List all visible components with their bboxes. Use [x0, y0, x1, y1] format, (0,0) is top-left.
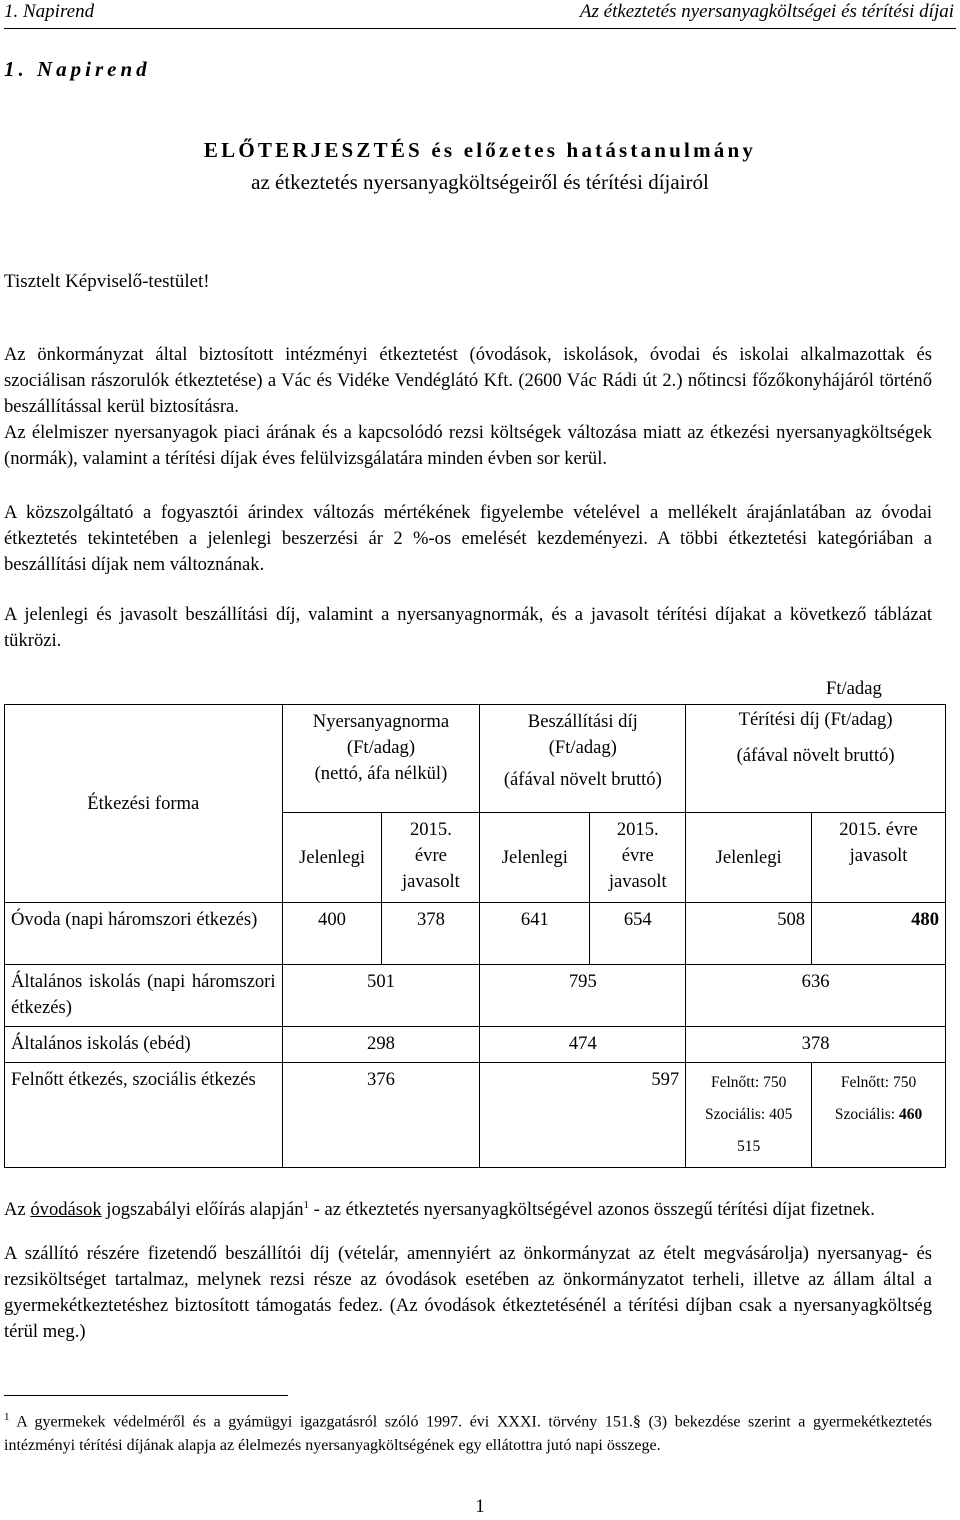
- cell-delivery-merged: 597: [480, 1063, 686, 1168]
- salutation: Tisztelt Képviselő-testület!: [4, 271, 210, 292]
- cell-fee-merged: 378: [686, 1027, 946, 1063]
- sub-header-fee-current: Jelenlegi: [686, 813, 812, 903]
- sub-header-delivery-proposed: 2015. évre javasolt: [590, 813, 686, 903]
- sub-header-delivery-current: Jelenlegi: [480, 813, 590, 903]
- row-form: Felnőtt étkezés, szociális étkezés: [5, 1063, 283, 1168]
- cell-fee-proposed: 480: [812, 903, 946, 965]
- cell-fee-current-adult-social: Felnőtt: 750 Szociális: 405 515: [686, 1063, 812, 1168]
- footnote: [4, 1405, 932, 1458]
- table-row: [5, 1027, 946, 1063]
- table-row: [5, 903, 946, 965]
- price-table: [4, 704, 946, 1168]
- paragraph-provider: A közszolgáltató a fogyasztói árindex változás mértékének figyelembe vételével a mellékelt árajánlatában az óvodai étkeztetés tekintetében a jelenlegi beszerzési ár 2 %-os emelését kezdeményezi. A többi étkeztetési kategóriában a beszállítási díjak nem változnának.: [4, 502, 932, 575]
- page-number: 1: [475, 1496, 485, 1517]
- paragraph-supplier-fee: A szállító részére fizetendő beszállítói díj (vételár, amennyiért az önkormányzat az ételt megvásárolja) nyersanyag- és rezsiköltséget tartalmaz, melynek rezsi része az óvodások esetében az önkormányzatot terheli, illetve az állam által a gyermekétkeztetéshez biztosított támogatás fedez. (Az óvodások étkeztetésénél a térítési díjban csak a nyersanyagköltség térül meg.): [4, 1243, 932, 1342]
- cell-norm-merged: 376: [282, 1063, 480, 1168]
- header-right: Az étkeztetés nyersanyagköltségei és térítési díjai: [579, 1, 954, 22]
- sub-header-fee-proposed: 2015. évre javasolt: [812, 813, 946, 903]
- cell-delivery-proposed: 654: [590, 903, 686, 965]
- col-header-norm: Nyersanyagnorma (Ft/adag) (nettó, áfa nélkül): [282, 705, 480, 813]
- cell-delivery-merged: 474: [480, 1027, 686, 1063]
- header-left: 1. Napirend: [4, 1, 95, 22]
- cell-norm-current: 400: [282, 903, 382, 965]
- cell-delivery-merged: 795: [480, 965, 686, 1027]
- document-subtitle: az étkeztetés nyersanyagköltségeiről és térítési díjairól: [251, 170, 709, 194]
- col-header-fee: Térítési díj (Ft/adag) (áfával növelt bruttó): [686, 705, 946, 813]
- paragraph-table-intro: A jelenlegi és javasolt beszállítási díj, valamint a nyersanyagnormák, és a javasolt térítési díjakat a következő táblázat tükrözi.: [4, 604, 932, 651]
- cell-delivery-current: 641: [480, 903, 590, 965]
- agenda-heading: 1. Napirend: [4, 57, 151, 81]
- row-form: Általános iskolás (ebéd): [5, 1027, 283, 1063]
- cell-fee-current: 508: [686, 903, 812, 965]
- table-row: [5, 1063, 946, 1168]
- paragraph-intro-review: Az élelmiszer nyersanyagok piaci árának és a kapcsolódó rezsi költségek változása miatt az étkezési nyersanyagköltségek (normák), valamint a térítési díjak éves felülvizsgálatára minden évben sor kerül.: [4, 422, 932, 469]
- sub-header-norm-proposed: 2015. évre javasolt: [382, 813, 480, 903]
- paragraph-intro-text: Az önkormányzat által biztosított intézményi étkeztetést (óvodások, iskolások, óvodai és iskolai alkalmazottak és szociálisan rászorulók étkeztetése) a Vác és Vidéke Vendéglátó Kft. (2600 Vác Rádi út 2.): [4, 344, 932, 391]
- footnote-text: A gyermekek védelméről és a gyámügyi igazgatásról szóló 1997. évi XXXI. törvény 151.§ (3) bekezdése szerint a gyermekétkeztetés intézményi térítési díjának alapja az élelmezés nyersanyagköltségének egy ellátottra jutó napi összege.: [4, 1413, 932, 1455]
- cell-fee-proposed-adult-social: Felnőtt: 750 Szociális: 460: [812, 1063, 946, 1168]
- footnote-mark: 1: [4, 1411, 10, 1423]
- cell-norm-merged: 501: [282, 965, 480, 1027]
- row-form: Óvoda (napi háromszori étkezés): [5, 903, 283, 965]
- cell-norm-merged: 298: [282, 1027, 480, 1063]
- footnote-ref[interactable]: 1: [303, 1199, 309, 1211]
- paragraph-intro: [4, 342, 932, 472]
- col-header-form: Étkezési forma: [5, 705, 283, 903]
- header-rule: [4, 28, 956, 29]
- cell-fee-merged: 636: [686, 965, 946, 1027]
- table-row: [5, 965, 946, 1027]
- cell-norm-proposed: 378: [382, 903, 480, 965]
- paragraph-intro-kitchen: nőtincsi főzőkonyhájáról történő beszállítással kerül biztosításra.: [4, 370, 932, 417]
- row-form: Általános iskolás (napi háromszori étkezés): [5, 965, 283, 1027]
- footnote-rule: [4, 1395, 288, 1396]
- paragraph-kindergarten: Az óvodások jogszabályi előírás alapján$^1$ - az étkeztetés nyersanyagköltségével azonos összegű térítési díjat fizetnek.: [4, 1199, 875, 1221]
- kindergarten-underlined: óvodások: [30, 1199, 102, 1221]
- col-header-delivery: Beszállítási díj (Ft/adag) (áfával növelt bruttó): [480, 705, 686, 813]
- sub-header-norm-current: Jelenlegi: [282, 813, 382, 903]
- table-unit-label: Ft/adag: [826, 678, 882, 699]
- document-title: ELŐTERJESZTÉS és előzetes hatástanulmány: [203, 138, 757, 162]
